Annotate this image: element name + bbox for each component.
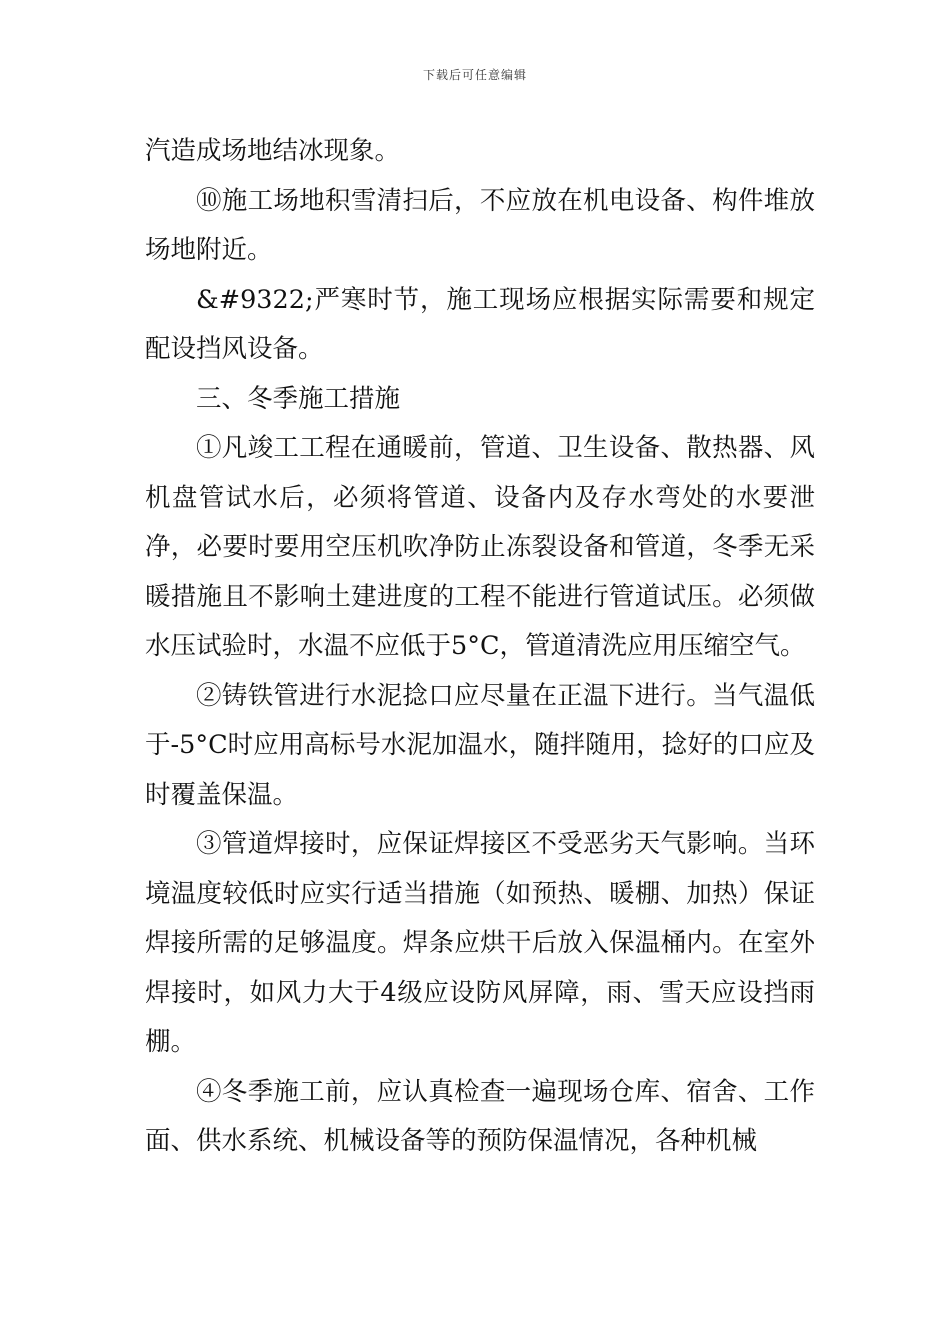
paragraph-measure-2: ②铸铁管进行水泥捻口应尽量在正温下进行。当气温低于-5°C时应用高标号水泥加温水，随拌随用，捻好的口应及时覆盖保温。	[145, 680, 815, 810]
paragraph-measure-4: ④冬季施工前，应认真检查一遍现场仓库、宿舍、工作面、供水系统、机械设备等的预防保温情况，各种机械	[145, 1076, 815, 1156]
paragraph-item-10: ⑩施工场地积雪清扫后，不应放在机电设备、构件堆放场地附近。	[145, 185, 815, 265]
paragraph-measure-3: ③管道焊接时，应保证焊接区不受恶劣天气影响。当环境温度较低时应实行适当措施（如预热、暖棚、加热）保证焊接所需的足够温度。焊条应烘干后放入保温桶内。在室外焊接时，如风力大于4级应设防风屏障，雨、雪天应设挡雨棚。	[145, 829, 815, 1057]
paragraph-continuation: 汽造成场地结冰现象。	[145, 136, 401, 166]
paragraph-item-11: &#9322;严寒时节，施工现场应根据实际需要和规定配设挡风设备。	[145, 284, 815, 364]
header-note: 下载后可任意编辑	[422, 68, 527, 82]
body-text	[145, 127, 815, 1167]
paragraph-measure-1: ①凡竣工工程在通暖前，管道、卫生设备、散热器、风机盘管试水后，必须将管道、设备内及存水弯处的水要泄净，必要时要用空压机吹净防止冻裂设备和管道，冬季无采暖措施且不影响土建进度的工程不能进行管道试压。必须做水压试验时，水温不应低于5°C，管道清洗应用压缩空气。	[145, 433, 815, 661]
section-heading: 三、冬季施工措施	[196, 383, 401, 414]
